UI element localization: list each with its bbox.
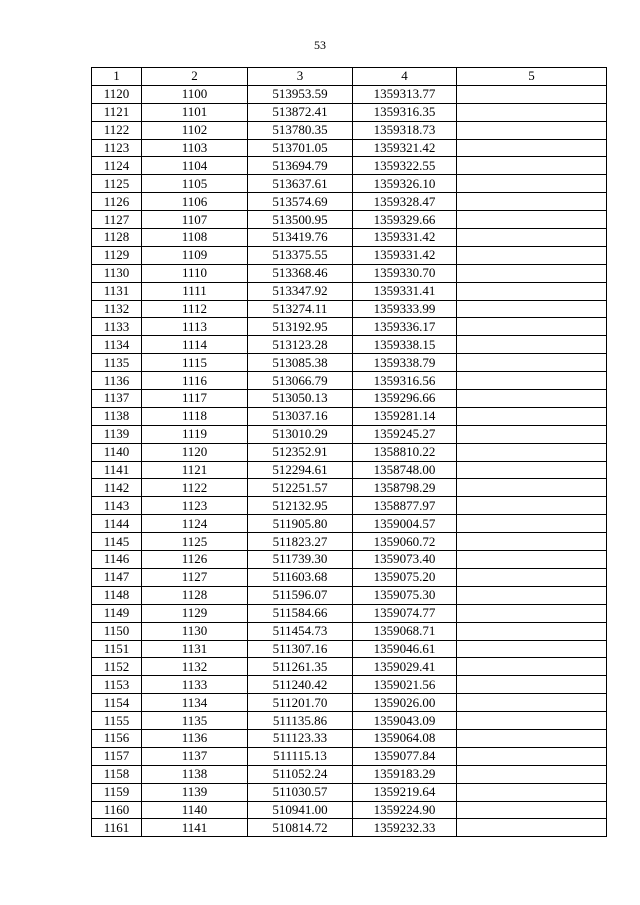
table-row <box>92 551 607 569</box>
table-cell-col-5 <box>457 193 607 211</box>
table-cell-col-4: 1359183.29 <box>353 765 457 783</box>
table-cell-col-4: 1358748.00 <box>353 461 457 479</box>
table-cell-col-2: 1138 <box>142 765 248 783</box>
table-cell-col-3: 513637.61 <box>248 175 353 193</box>
table-row <box>92 479 607 497</box>
table-cell-col-1: 1127 <box>92 211 142 229</box>
table-cell-col-5 <box>457 103 607 121</box>
table-cell-col-5 <box>457 407 607 425</box>
table-cell-col-1: 1137 <box>92 390 142 408</box>
table-cell-col-5 <box>457 622 607 640</box>
table-row <box>92 282 607 300</box>
table-cell-col-2: 1111 <box>142 282 248 300</box>
header-cell-4: 4 <box>353 68 457 86</box>
table-cell-col-1: 1132 <box>92 300 142 318</box>
table-row <box>92 497 607 515</box>
table-row <box>92 121 607 139</box>
table-row <box>92 372 607 390</box>
table-cell-col-1: 1141 <box>92 461 142 479</box>
table-row <box>92 157 607 175</box>
table-cell-col-4: 1359296.66 <box>353 390 457 408</box>
table-cell-col-3: 513953.59 <box>248 85 353 103</box>
table-cell-col-1: 1159 <box>92 783 142 801</box>
table-cell-col-1: 1147 <box>92 568 142 586</box>
table-cell-col-3: 513066.79 <box>248 372 353 390</box>
table-cell-col-5 <box>457 747 607 765</box>
table-cell-col-5 <box>457 729 607 747</box>
table-cell-col-4: 1359336.17 <box>353 318 457 336</box>
table-cell-col-1: 1156 <box>92 729 142 747</box>
table-cell-col-3: 511454.73 <box>248 622 353 640</box>
table-cell-col-3: 510941.00 <box>248 801 353 819</box>
table-cell-col-3: 511240.42 <box>248 676 353 694</box>
table-cell-col-5 <box>457 85 607 103</box>
table-cell-col-2: 1119 <box>142 425 248 443</box>
table-cell-col-2: 1129 <box>142 604 248 622</box>
table-cell-col-4: 1359245.27 <box>353 425 457 443</box>
table-cell-col-1: 1154 <box>92 694 142 712</box>
table-cell-col-3: 513368.46 <box>248 264 353 282</box>
table-cell-col-4: 1359060.72 <box>353 533 457 551</box>
table-cell-col-4: 1359316.56 <box>353 372 457 390</box>
header-cell-5: 5 <box>457 68 607 86</box>
table-cell-col-5 <box>457 139 607 157</box>
table-cell-col-1: 1144 <box>92 515 142 533</box>
table-cell-col-5 <box>457 568 607 586</box>
table-cell-col-4: 1359029.41 <box>353 658 457 676</box>
table-cell-col-5 <box>457 586 607 604</box>
table-cell-col-3: 511030.57 <box>248 783 353 801</box>
table-cell-col-3: 512132.95 <box>248 497 353 515</box>
table-cell-col-1: 1135 <box>92 354 142 372</box>
table-row <box>92 300 607 318</box>
header-cell-3: 3 <box>248 68 353 86</box>
table-row <box>92 85 607 103</box>
table-cell-col-1: 1146 <box>92 551 142 569</box>
table-cell-col-4: 1359326.10 <box>353 175 457 193</box>
table-row <box>92 246 607 264</box>
table-cell-col-1: 1131 <box>92 282 142 300</box>
table-cell-col-3: 513192.95 <box>248 318 353 336</box>
table-row <box>92 533 607 551</box>
table-cell-col-5 <box>457 533 607 551</box>
table-cell-col-2: 1116 <box>142 372 248 390</box>
table-cell-col-5 <box>457 783 607 801</box>
table-row <box>92 765 607 783</box>
table-cell-col-3: 511307.16 <box>248 640 353 658</box>
table-cell-col-5 <box>457 246 607 264</box>
table-cell-col-4: 1359328.47 <box>353 193 457 211</box>
table-body <box>92 85 607 836</box>
table-header <box>92 68 607 86</box>
table-row <box>92 801 607 819</box>
table-cell-col-3: 513694.79 <box>248 157 353 175</box>
table-cell-col-4: 1359043.09 <box>353 712 457 730</box>
table-cell-col-5 <box>457 121 607 139</box>
table-cell-col-1: 1125 <box>92 175 142 193</box>
table-cell-col-5 <box>457 497 607 515</box>
table-cell-col-5 <box>457 354 607 372</box>
table-cell-col-2: 1113 <box>142 318 248 336</box>
table-row <box>92 604 607 622</box>
table-cell-col-2: 1133 <box>142 676 248 694</box>
table-cell-col-5 <box>457 229 607 247</box>
table-row <box>92 694 607 712</box>
table-cell-col-5 <box>457 443 607 461</box>
table-cell-col-4: 1359219.64 <box>353 783 457 801</box>
table-cell-col-5 <box>457 318 607 336</box>
table-cell-col-5 <box>457 300 607 318</box>
table-cell-col-1: 1151 <box>92 640 142 658</box>
table-cell-col-4: 1359064.08 <box>353 729 457 747</box>
table-cell-col-4: 1359021.56 <box>353 676 457 694</box>
table-cell-col-4: 1359073.40 <box>353 551 457 569</box>
table-cell-col-5 <box>457 282 607 300</box>
table-cell-col-3: 513574.69 <box>248 193 353 211</box>
table-cell-col-2: 1105 <box>142 175 248 193</box>
table-row <box>92 658 607 676</box>
table-cell-col-1: 1136 <box>92 372 142 390</box>
table-cell-col-2: 1115 <box>142 354 248 372</box>
table-cell-col-4: 1359322.55 <box>353 157 457 175</box>
table-cell-col-1: 1126 <box>92 193 142 211</box>
table-cell-col-2: 1134 <box>142 694 248 712</box>
table-cell-col-5 <box>457 694 607 712</box>
table-cell-col-3: 511739.30 <box>248 551 353 569</box>
table-cell-col-4: 1359077.84 <box>353 747 457 765</box>
table-cell-col-3: 513050.13 <box>248 390 353 408</box>
table-cell-col-5 <box>457 515 607 533</box>
table-cell-col-4: 1359330.70 <box>353 264 457 282</box>
table-cell-col-4: 1359046.61 <box>353 640 457 658</box>
table-row <box>92 175 607 193</box>
table-cell-col-1: 1142 <box>92 479 142 497</box>
table-cell-col-1: 1160 <box>92 801 142 819</box>
table-cell-col-2: 1135 <box>142 712 248 730</box>
table-cell-col-2: 1101 <box>142 103 248 121</box>
header-cell-2: 2 <box>142 68 248 86</box>
table-cell-col-5 <box>457 801 607 819</box>
table-cell-col-4: 1359338.79 <box>353 354 457 372</box>
table-cell-col-2: 1141 <box>142 819 248 837</box>
table-cell-col-2: 1130 <box>142 622 248 640</box>
table-cell-col-2: 1117 <box>142 390 248 408</box>
table-row <box>92 747 607 765</box>
table-cell-col-2: 1118 <box>142 407 248 425</box>
header-row <box>92 68 607 86</box>
table-cell-col-4: 1359075.20 <box>353 568 457 586</box>
table-cell-col-1: 1152 <box>92 658 142 676</box>
table-cell-col-1: 1120 <box>92 85 142 103</box>
table-cell-col-5 <box>457 157 607 175</box>
table-cell-col-3: 510814.72 <box>248 819 353 837</box>
table-cell-col-1: 1158 <box>92 765 142 783</box>
table-cell-col-4: 1359331.42 <box>353 246 457 264</box>
table-cell-col-3: 513419.76 <box>248 229 353 247</box>
table-row <box>92 515 607 533</box>
table-cell-col-5 <box>457 211 607 229</box>
table-cell-col-5 <box>457 551 607 569</box>
table-row <box>92 783 607 801</box>
table-cell-col-5 <box>457 372 607 390</box>
page-number: 53 <box>314 38 326 52</box>
table-cell-col-4: 1359074.77 <box>353 604 457 622</box>
table-row <box>92 676 607 694</box>
table-cell-col-2: 1132 <box>142 658 248 676</box>
table-cell-col-3: 513500.95 <box>248 211 353 229</box>
table-cell-col-5 <box>457 425 607 443</box>
header-cell-1: 1 <box>92 68 142 86</box>
coordinates-table <box>91 67 607 837</box>
table-cell-col-4: 1359329.66 <box>353 211 457 229</box>
table-cell-col-2: 1140 <box>142 801 248 819</box>
table-cell-col-5 <box>457 658 607 676</box>
table-cell-col-2: 1126 <box>142 551 248 569</box>
table-cell-col-2: 1106 <box>142 193 248 211</box>
table-cell-col-1: 1140 <box>92 443 142 461</box>
table-cell-col-4: 1359075.30 <box>353 586 457 604</box>
table-cell-col-3: 513375.55 <box>248 246 353 264</box>
table-cell-col-2: 1104 <box>142 157 248 175</box>
table-cell-col-4: 1359331.42 <box>353 229 457 247</box>
table-cell-col-3: 513274.11 <box>248 300 353 318</box>
table-cell-col-3: 511052.24 <box>248 765 353 783</box>
table-cell-col-2: 1109 <box>142 246 248 264</box>
table-cell-col-4: 1359321.42 <box>353 139 457 157</box>
table-cell-col-2: 1137 <box>142 747 248 765</box>
table-row <box>92 103 607 121</box>
table-cell-col-3: 511115.13 <box>248 747 353 765</box>
table-cell-col-3: 511123.33 <box>248 729 353 747</box>
table-cell-col-1: 1130 <box>92 264 142 282</box>
table-cell-col-4: 1359333.99 <box>353 300 457 318</box>
table-cell-col-4: 1359318.73 <box>353 121 457 139</box>
table-cell-col-3: 512294.61 <box>248 461 353 479</box>
table-cell-col-1: 1143 <box>92 497 142 515</box>
table-cell-col-4: 1358810.22 <box>353 443 457 461</box>
table-cell-col-5 <box>457 390 607 408</box>
table-cell-col-1: 1122 <box>92 121 142 139</box>
table-cell-col-1: 1161 <box>92 819 142 837</box>
table-cell-col-1: 1139 <box>92 425 142 443</box>
table-cell-col-1: 1123 <box>92 139 142 157</box>
table-row <box>92 336 607 354</box>
table-cell-col-3: 513085.38 <box>248 354 353 372</box>
table-cell-col-4: 1359331.41 <box>353 282 457 300</box>
table-row <box>92 354 607 372</box>
table-cell-col-1: 1145 <box>92 533 142 551</box>
table-cell-col-5 <box>457 712 607 730</box>
table-cell-col-4: 1359004.57 <box>353 515 457 533</box>
table-cell-col-2: 1120 <box>142 443 248 461</box>
table-cell-col-2: 1127 <box>142 568 248 586</box>
table-cell-col-3: 512352.91 <box>248 443 353 461</box>
table-cell-col-3: 513780.35 <box>248 121 353 139</box>
table-cell-col-5 <box>457 640 607 658</box>
table-cell-col-5 <box>457 676 607 694</box>
table-cell-col-3: 511603.68 <box>248 568 353 586</box>
table-cell-col-1: 1124 <box>92 157 142 175</box>
table-cell-col-1: 1153 <box>92 676 142 694</box>
table-cell-col-2: 1107 <box>142 211 248 229</box>
table-cell-col-3: 511596.07 <box>248 586 353 604</box>
table-cell-col-3: 511823.27 <box>248 533 353 551</box>
table-row <box>92 622 607 640</box>
table-cell-col-2: 1122 <box>142 479 248 497</box>
table-row <box>92 729 607 747</box>
table-cell-col-5 <box>457 175 607 193</box>
table-cell-col-2: 1110 <box>142 264 248 282</box>
table-row <box>92 586 607 604</box>
table-cell-col-3: 513037.16 <box>248 407 353 425</box>
table-row <box>92 193 607 211</box>
table-cell-col-5 <box>457 264 607 282</box>
table-cell-col-3: 511201.70 <box>248 694 353 712</box>
table-cell-col-2: 1108 <box>142 229 248 247</box>
table-cell-col-3: 511584.66 <box>248 604 353 622</box>
table-cell-col-3: 513123.28 <box>248 336 353 354</box>
table-cell-col-2: 1121 <box>142 461 248 479</box>
table-cell-col-5 <box>457 479 607 497</box>
table-cell-col-4: 1359026.00 <box>353 694 457 712</box>
table-cell-col-4: 1359224.90 <box>353 801 457 819</box>
table-row <box>92 443 607 461</box>
table-row <box>92 640 607 658</box>
table-row <box>92 407 607 425</box>
table-cell-col-4: 1359232.33 <box>353 819 457 837</box>
table-cell-col-5 <box>457 604 607 622</box>
table-cell-col-5 <box>457 336 607 354</box>
table-cell-col-4: 1359338.15 <box>353 336 457 354</box>
table-cell-col-1: 1129 <box>92 246 142 264</box>
table-cell-col-4: 1358877.97 <box>353 497 457 515</box>
table-cell-col-1: 1150 <box>92 622 142 640</box>
table-cell-col-3: 511905.80 <box>248 515 353 533</box>
table-row <box>92 819 607 837</box>
table-row <box>92 425 607 443</box>
table-cell-col-2: 1102 <box>142 121 248 139</box>
table-cell-col-2: 1103 <box>142 139 248 157</box>
table-cell-col-1: 1128 <box>92 229 142 247</box>
table-cell-col-3: 511261.35 <box>248 658 353 676</box>
table-cell-col-2: 1112 <box>142 300 248 318</box>
table-cell-col-5 <box>457 765 607 783</box>
table-cell-col-3: 513701.05 <box>248 139 353 157</box>
table-row <box>92 461 607 479</box>
table-cell-col-2: 1123 <box>142 497 248 515</box>
table-cell-col-4: 1358798.29 <box>353 479 457 497</box>
table-row <box>92 229 607 247</box>
table-cell-col-3: 513010.29 <box>248 425 353 443</box>
table-row <box>92 568 607 586</box>
table-row <box>92 139 607 157</box>
table-cell-col-2: 1139 <box>142 783 248 801</box>
table-cell-col-1: 1121 <box>92 103 142 121</box>
table-cell-col-1: 1134 <box>92 336 142 354</box>
table-cell-col-4: 1359316.35 <box>353 103 457 121</box>
table-cell-col-3: 513347.92 <box>248 282 353 300</box>
table-cell-col-3: 511135.86 <box>248 712 353 730</box>
table-row <box>92 390 607 408</box>
table-cell-col-2: 1124 <box>142 515 248 533</box>
table-row <box>92 211 607 229</box>
table-cell-col-2: 1125 <box>142 533 248 551</box>
table-cell-col-2: 1136 <box>142 729 248 747</box>
table-cell-col-2: 1100 <box>142 85 248 103</box>
table-cell-col-3: 512251.57 <box>248 479 353 497</box>
table-row <box>92 264 607 282</box>
table-cell-col-2: 1131 <box>142 640 248 658</box>
table-cell-col-5 <box>457 461 607 479</box>
table-cell-col-4: 1359068.71 <box>353 622 457 640</box>
table-cell-col-2: 1114 <box>142 336 248 354</box>
table-cell-col-1: 1138 <box>92 407 142 425</box>
table-row <box>92 318 607 336</box>
table-cell-col-5 <box>457 819 607 837</box>
table-cell-col-3: 513872.41 <box>248 103 353 121</box>
table-row <box>92 712 607 730</box>
table-cell-col-1: 1149 <box>92 604 142 622</box>
table-cell-col-1: 1155 <box>92 712 142 730</box>
table-cell-col-1: 1133 <box>92 318 142 336</box>
table-cell-col-4: 1359281.14 <box>353 407 457 425</box>
table-cell-col-2: 1128 <box>142 586 248 604</box>
table-cell-col-1: 1148 <box>92 586 142 604</box>
table-cell-col-1: 1157 <box>92 747 142 765</box>
table-cell-col-4: 1359313.77 <box>353 85 457 103</box>
